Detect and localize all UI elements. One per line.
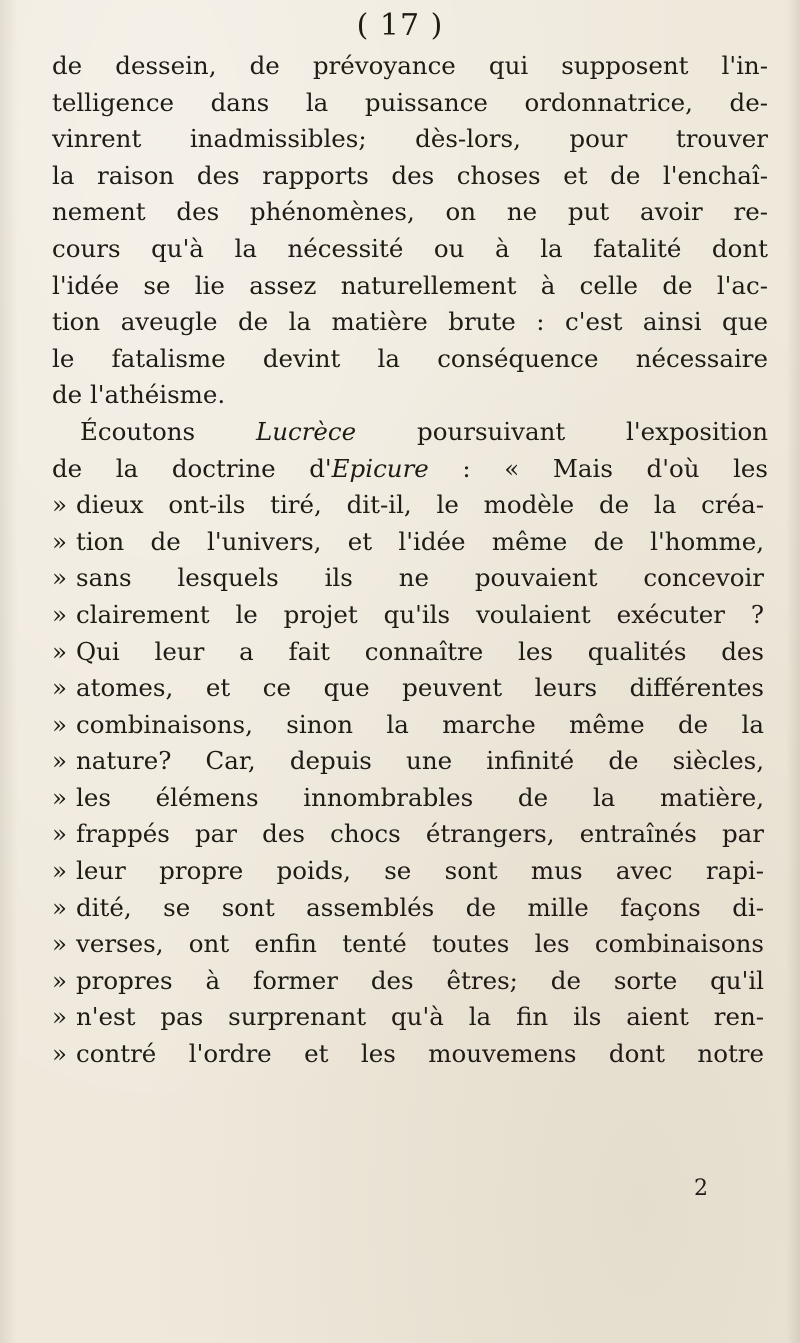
quote-text: Qui leur a fait connaître les qualités des (76, 636, 764, 666)
quote-text: atomes, et ce que peuvent leurs différentes (76, 673, 764, 703)
author-name-lucrece: Lucrèce (255, 416, 357, 446)
quote-text: n'est pas surprenant qu'à la fin ils aient ren- (76, 1002, 764, 1032)
quote-line (52, 816, 768, 853)
quote-mark: » (52, 563, 67, 593)
text-line: l'idée se lie assez naturellement à celle de l'ac- (52, 270, 768, 300)
quote-mark: » (52, 673, 67, 703)
quote-line (52, 670, 768, 707)
quote-line (52, 743, 768, 780)
page-gutter-shadow (0, 0, 18, 1343)
quote-line (52, 926, 768, 963)
quote-mark: » (52, 1002, 67, 1032)
paragraph-1 (52, 48, 768, 414)
quote-mark: » (52, 1039, 67, 1069)
text-line: nement des phénomènes, on ne put avoir re- (52, 197, 768, 227)
page-number: ( 17 ) (356, 8, 444, 43)
quote-mark: » (52, 599, 67, 629)
quote-mark: » (52, 526, 67, 556)
quote-line (52, 963, 768, 1000)
text-line: de dessein, de prévoyance qui supposent l'in- (52, 51, 768, 80)
quote-mark: » (52, 782, 67, 812)
body-text (52, 48, 768, 1073)
quote-mark: » (52, 709, 67, 739)
quote-mark: » (52, 929, 67, 959)
quote-line (52, 780, 768, 817)
quotation (52, 487, 768, 1073)
quote-line (52, 707, 768, 744)
quote-mark: » (52, 819, 67, 849)
text-run: de la doctrine d' (52, 453, 332, 483)
quote-mark: » (52, 892, 67, 922)
quote-text: frappés par des chocs étrangers, entraînés par (76, 819, 764, 849)
text-line: cours qu'à la nécessité ou à la fatalité dont (52, 233, 768, 263)
quote-line (52, 560, 768, 597)
quote-text: clairement le projet qu'ils voulaient exécuter ? (76, 599, 764, 629)
quote-line (52, 999, 768, 1036)
text-line: la raison des rapports des choses et de l'enchaî- (52, 160, 768, 190)
quote-line (52, 524, 768, 561)
quote-line (52, 853, 768, 890)
author-name-epicure: Epicure (331, 453, 429, 483)
quote-text: sans lesquels ils ne pouvaient concevoir (76, 563, 764, 593)
quote-line (52, 1036, 768, 1073)
quote-text: leur propre poids, se sont mus avec rapi- (76, 856, 764, 886)
quote-mark: » (52, 856, 67, 886)
quote-mark: » (52, 746, 67, 776)
quote-mark: » (52, 965, 67, 995)
quote-mark: » (52, 490, 67, 520)
text-line: telligence dans la puissance ordonnatrice, de- (52, 87, 768, 117)
text-line: vinrent inadmissibles; dès-lors, pour trouver (52, 124, 768, 154)
quote-line (52, 487, 768, 524)
paragraph-2 (52, 414, 768, 1073)
page-edge-shadow (786, 0, 800, 1343)
text-run: : « Mais d'où les (428, 453, 768, 483)
quote-text: combinaisons, sinon la marche même de la (76, 709, 764, 739)
quote-text: dité, se sont assemblés de mille façons di- (76, 892, 764, 922)
quote-line (52, 890, 768, 927)
quote-text: tion de l'univers, et l'idée même de l'homme, (76, 526, 764, 556)
quote-line (52, 597, 768, 634)
quote-line (52, 634, 768, 671)
text-line: le fatalisme devint la conséquence nécessaire (52, 343, 768, 373)
text-line (52, 414, 768, 451)
quote-mark: » (52, 636, 67, 666)
quote-text: contré l'ordre et les mouvemens dont notre (76, 1039, 764, 1069)
signature-mark: 2 (694, 1176, 708, 1201)
quote-text: dieux ont-ils tiré, dit-il, le modèle de la créa- (76, 490, 764, 520)
text-run: Écoutons (80, 416, 256, 446)
text-run: poursuivant l'exposition (356, 416, 769, 446)
text-line (52, 451, 768, 488)
quote-text: verses, ont enfin tenté toutes les combinaisons (76, 929, 764, 959)
text-line: tion aveugle de la matière brute : c'est ainsi que (52, 307, 768, 337)
quote-text: nature? Car, depuis une infinité de siècles, (76, 746, 764, 776)
quote-text: les élémens innombrables de la matière, (76, 782, 764, 812)
quote-text: propres à former des êtres; de sorte qu'il (76, 965, 764, 995)
text-line: de l'athéisme. (52, 380, 226, 410)
